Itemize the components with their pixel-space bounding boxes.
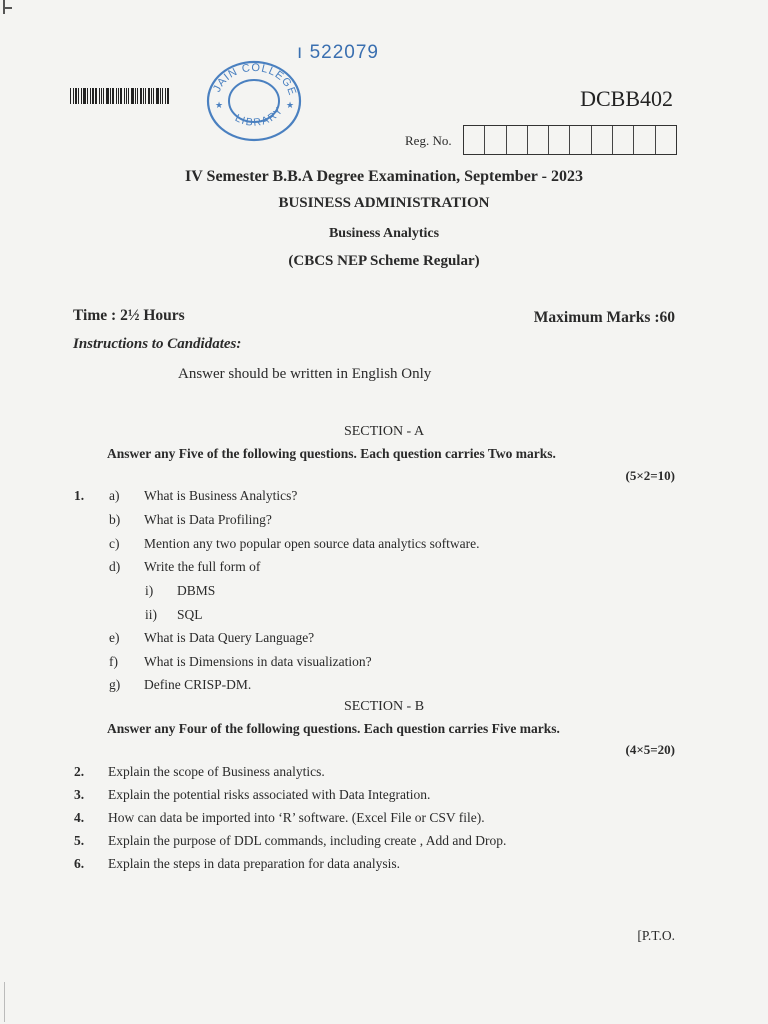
barcode-bar (106, 88, 109, 104)
question-text: What is Dimensions in data visualization? (144, 654, 372, 669)
reg-no-boxes (463, 125, 677, 155)
question-text: What is Data Query Language? (144, 630, 315, 645)
section-b-marks: (4×5=20) (625, 742, 675, 757)
section-b-title: SECTION - B (343, 699, 425, 714)
section-a-title: SECTION - A (343, 424, 425, 439)
barcode-bar (167, 88, 169, 104)
question-number: 5. (74, 833, 85, 848)
barcode-bar (140, 88, 142, 104)
barcode-bar (145, 88, 146, 104)
paper-name: Business Analytics (328, 226, 440, 241)
barcode-bar (120, 88, 122, 104)
barcode-bar (165, 88, 166, 104)
scan-edge-line (4, 982, 5, 1022)
barcode-bar (160, 88, 161, 104)
barcode-bar (131, 88, 134, 104)
barcode-bar (118, 88, 119, 104)
question-text: Mention any two popular open source data analytics software. (144, 536, 480, 551)
question-text: Define CRISP-DM. (144, 677, 252, 692)
barcode-bar (124, 88, 125, 104)
question-sub-text: SQL (177, 607, 203, 622)
barcode-bar (87, 88, 88, 104)
barcode-bar (135, 88, 136, 104)
svg-text:JAIN COLLEGE: JAIN COLLEGE (211, 61, 299, 98)
stamp-icon (204, 58, 304, 144)
barcode (70, 88, 174, 104)
barcode-bar (116, 88, 117, 104)
question-text: Explain the scope of Business analytics. (108, 764, 325, 779)
question-label: a) (109, 488, 120, 503)
question-label: c) (109, 536, 120, 551)
reg-no-cell (613, 126, 634, 154)
barcode-bar (70, 88, 71, 104)
serial-number-value: 522079 (309, 42, 379, 63)
paper-code: DCBB402 (580, 86, 673, 111)
barcode-bar (99, 88, 100, 104)
barcode-bar (83, 88, 86, 104)
question-text: What is Data Profiling? (144, 512, 272, 527)
barcode-bar (137, 88, 138, 104)
question-text: Explain the purpose of DDL commands, including create , Add and Drop. (108, 833, 507, 848)
barcode-bar (81, 88, 82, 104)
question-label: e) (109, 630, 120, 645)
section-b-instruction: Answer any Four of the following questions. Each question carries Five marks. (107, 721, 560, 736)
college-library-stamp (204, 58, 304, 144)
scheme: (CBCS NEP Scheme Regular) (288, 253, 480, 269)
barcode-bar (148, 88, 150, 104)
barcode-bar (143, 88, 144, 104)
exam-title: IV Semester B.B.A Degree Examination, September - 2023 (185, 168, 583, 185)
serial-number: ı 522079 (297, 42, 379, 63)
reg-no-cell (528, 126, 549, 154)
question-text: Explain the steps in data preparation for data analysis. (108, 856, 401, 871)
exam-time: Time : 2½ Hours (73, 307, 185, 324)
instructions-label: Instructions to Candidates: (73, 336, 242, 352)
reg-no-cell (464, 126, 485, 154)
reg-no-cell (549, 126, 570, 154)
barcode-bar (151, 88, 152, 104)
barcode-bar (112, 88, 114, 104)
subject-title: BUSINESS ADMINISTRATION (278, 195, 490, 211)
question-number: 3. (74, 787, 85, 802)
maximum-marks: Maximum Marks :60 (533, 309, 675, 326)
question-label: d) (109, 559, 121, 574)
barcode-bar (95, 88, 97, 104)
question-sub-text: DBMS (177, 583, 216, 598)
barcode-bar (92, 88, 94, 104)
question-number: 4. (74, 810, 85, 825)
question-sub-label: ii) (145, 607, 157, 622)
reg-no-cell (656, 126, 676, 154)
barcode-bar (162, 88, 163, 104)
question-number: 1. (74, 488, 85, 503)
question-number: 6. (74, 856, 85, 871)
question-text: Write the full form of (144, 559, 261, 574)
barcode-bar (103, 88, 104, 104)
reg-no-cell (592, 126, 613, 154)
please-turn-over: [P.T.O. (637, 928, 675, 943)
question-text: What is Business Analytics? (144, 488, 298, 503)
barcode-bar (126, 88, 127, 104)
reg-no-cell (570, 126, 591, 154)
reg-no-label: Reg. No. (405, 133, 452, 148)
barcode-bar (73, 88, 74, 104)
barcode-bar (90, 88, 91, 104)
barcode-bar (101, 88, 102, 104)
question-text: How can data be imported into ‘R’ software. (Excel File or CSV file). (108, 810, 485, 825)
question-text: Explain the potential risks associated with Data Integration. (108, 787, 431, 802)
corner-crop-mark (0, 0, 12, 14)
question-number: 2. (74, 764, 85, 779)
reg-no-cell (634, 126, 655, 154)
barcode-bar (110, 88, 111, 104)
barcode-bar (78, 88, 79, 104)
section-a-instruction: Answer any Five of the following questions. Each question carries Two marks. (107, 446, 556, 461)
barcode-bar (75, 88, 77, 104)
question-label: g) (109, 677, 121, 692)
question-label: f) (109, 654, 118, 669)
svg-text:★: ★ (286, 100, 295, 110)
barcode-bar (153, 88, 154, 104)
instructions-text: Answer should be written in English Only (178, 366, 432, 382)
svg-text:LIBRARY: LIBRARY (233, 104, 286, 129)
question-sub-label: i) (145, 583, 154, 598)
section-a-marks: (5×2=10) (625, 468, 675, 483)
reg-no-cell (485, 126, 506, 154)
barcode-bar (156, 88, 159, 104)
question-label: b) (109, 512, 121, 527)
reg-no-cell (507, 126, 528, 154)
svg-text:★: ★ (215, 100, 224, 110)
barcode-bar (128, 88, 129, 104)
